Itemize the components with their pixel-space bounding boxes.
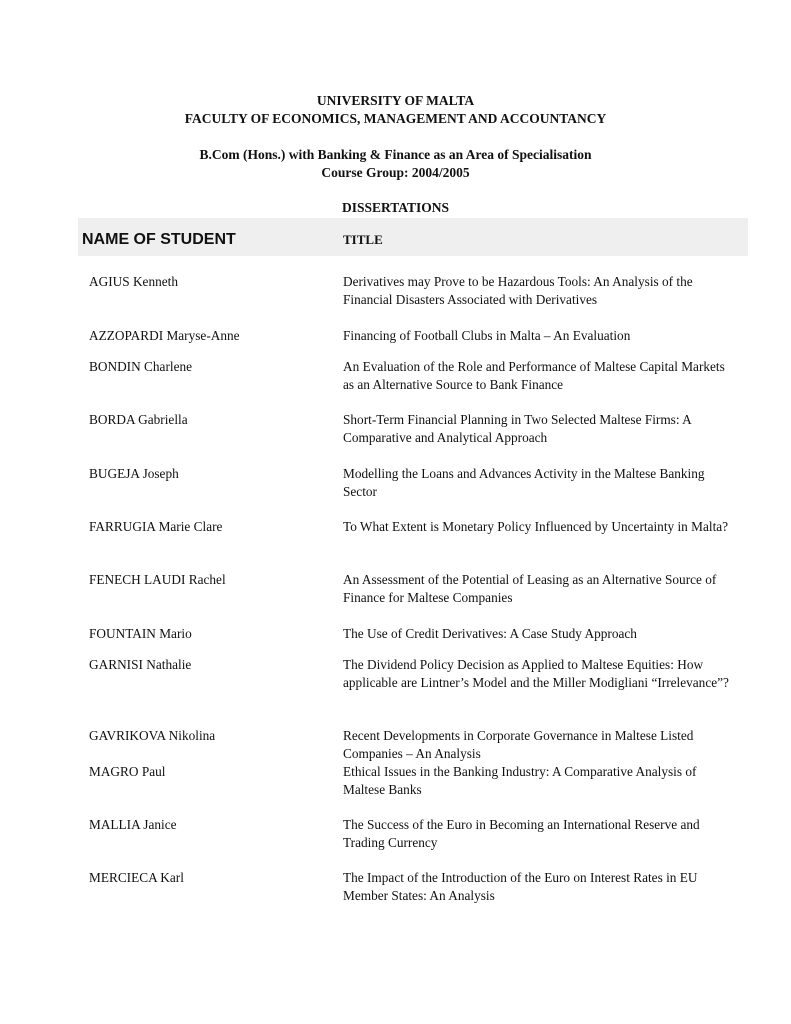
dissertation-title: Short-Term Financial Planning in Two Selected Maltese Firms: A Comparative and Analytical Approach bbox=[343, 412, 692, 445]
student-name: MERCIECA Karl bbox=[89, 870, 184, 885]
dissertation-title: To What Extent is Monetary Policy Influenced by Uncertainty in Malta? bbox=[343, 519, 729, 534]
course-name: B.Com (Hons.) with Banking & Finance as an Area of Specialisation bbox=[199, 147, 592, 162]
student-name: AGIUS Kenneth bbox=[89, 274, 179, 289]
dissertation-title: Modelling the Loans and Advances Activity in the Maltese Banking Sector bbox=[343, 466, 705, 499]
student-name: MAGRO Paul bbox=[89, 764, 166, 779]
student-name: FOUNTAIN Mario bbox=[89, 626, 192, 641]
dissertation-title: The Success of the Euro in Becoming an International Reserve and Trading Currency bbox=[343, 817, 700, 850]
student-name: BUGEJA Joseph bbox=[89, 466, 179, 481]
student-name: BORDA Gabriella bbox=[89, 412, 188, 427]
student-name: GARNISI Nathalie bbox=[89, 657, 192, 672]
course-group: Course Group: 2004/2005 bbox=[321, 165, 470, 180]
student-name: FENECH LAUDI Rachel bbox=[89, 572, 226, 587]
student-name: FARRUGIA Marie Clare bbox=[89, 519, 223, 534]
student-name: AZZOPARDI Maryse-Anne bbox=[89, 328, 240, 343]
document-header bbox=[0, 92, 791, 128]
dissertation-title: Ethical Issues in the Banking Industry: A Comparative Analysis of Maltese Banks bbox=[343, 764, 697, 797]
name-column-header: NAME OF STUDENT bbox=[82, 231, 236, 248]
dissertation-title: The Impact of the Introduction of the Euro on Interest Rates in EU Member States: An Analysis bbox=[343, 870, 698, 903]
table-header bbox=[78, 218, 748, 256]
dissertation-title: The Dividend Policy Decision as Applied to Maltese Equities: How applicable are Lintner’s Model and the Miller Modigliani “Irrelevance”? bbox=[343, 657, 729, 690]
course-header bbox=[0, 146, 791, 182]
dissertation-title: Financing of Football Clubs in Malta – An Evaluation bbox=[343, 328, 631, 343]
student-name: MALLIA Janice bbox=[89, 817, 177, 832]
student-name: BONDIN Charlene bbox=[89, 359, 193, 374]
section-title: DISSERTATIONS bbox=[341, 200, 450, 215]
student-name: GAVRIKOVA Nikolina bbox=[89, 728, 216, 743]
dissertation-title: An Assessment of the Potential of Leasing as an Alternative Source of Finance for Maltese Companies bbox=[343, 572, 717, 605]
title-column-header: TITLE bbox=[343, 232, 383, 247]
university-name: UNIVERSITY OF MALTA bbox=[316, 93, 475, 108]
dissertation-title: An Evaluation of the Role and Performance of Maltese Capital Markets as an Alternative Source to Bank Finance bbox=[343, 359, 725, 392]
faculty-name: FACULTY OF ECONOMICS, MANAGEMENT AND ACCOUNTANCY bbox=[184, 111, 607, 126]
dissertation-title: The Use of Credit Derivatives: A Case Study Approach bbox=[343, 626, 637, 641]
dissertation-title: Recent Developments in Corporate Governance in Maltese Listed Companies – An Analysis bbox=[343, 728, 694, 761]
dissertation-title: Derivatives may Prove to be Hazardous Tools: An Analysis of the Financial Disasters Associated with Derivatives bbox=[343, 274, 693, 307]
